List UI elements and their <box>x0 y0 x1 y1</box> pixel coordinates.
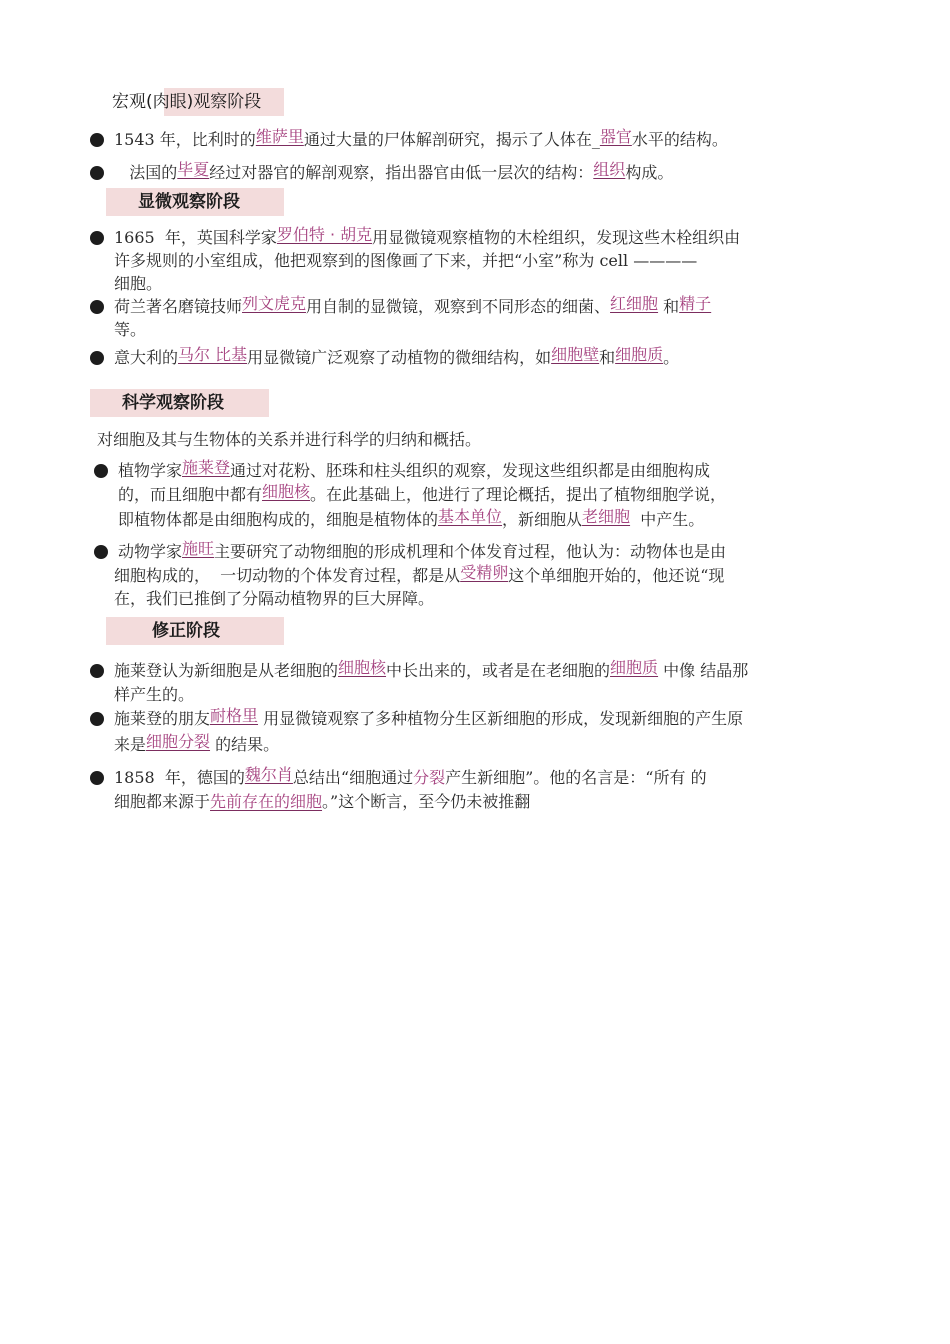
answer-blank: 器官 <box>599 127 632 146</box>
answer-blank: 耐格里 <box>210 706 259 725</box>
item-line <box>114 564 724 587</box>
text: 主要研究了动物细胞的形成机理和个体发育过程，他认为：动物体也是由 <box>214 542 727 561</box>
item-line <box>114 295 711 318</box>
text: 样产生的。 <box>114 685 195 704</box>
item-line <box>114 161 673 184</box>
text: 细胞都来源于 <box>114 792 211 811</box>
answer-blank: 罗伯特 · 胡克 <box>276 225 373 244</box>
answer-blank: 细胞核 <box>338 658 387 677</box>
item-line <box>114 707 743 730</box>
text: 意大利的 <box>114 348 179 367</box>
section-heading-text: 显微观察阶段 <box>138 192 240 212</box>
answer-blank: 细胞质 <box>610 658 659 677</box>
text: 产生新细胞”。他的名言是：“所有 的 <box>445 768 707 787</box>
item-line <box>114 683 194 706</box>
text: 水平的结构。 <box>631 130 728 149</box>
answer-blank: 精子 <box>679 294 712 313</box>
text: 和 <box>599 348 616 367</box>
text: 来是 <box>114 735 147 754</box>
text: 施莱登的朋友 <box>114 709 211 728</box>
answer-blank: 细胞壁 <box>551 345 600 364</box>
section-heading-text: 修正阶段 <box>152 621 220 641</box>
text: 细胞。 <box>114 274 163 293</box>
bullet-icon <box>90 231 104 245</box>
answer-blank: 老细胞 <box>582 507 631 526</box>
text: 许多规则的小室组成，他把观察到的图像画了下来，并把“小室”称为 cell ———— <box>114 251 698 270</box>
bullet-icon <box>90 133 104 147</box>
text: 的结果。 <box>210 735 280 754</box>
text: ，新细胞从 <box>502 510 583 529</box>
text: 中产生。 <box>630 510 705 529</box>
item-line <box>114 587 434 610</box>
item-line <box>118 483 726 506</box>
text: 植物学家 <box>118 461 183 480</box>
section-heading <box>90 389 269 417</box>
text: 通过大量的尸体解剖研究，揭示了人体在_ <box>303 130 600 149</box>
text: 荷兰著名磨镜技师 <box>114 297 243 316</box>
text: 在，我们已推倒了分隔动植物界的巨大屏障。 <box>114 589 435 608</box>
text: 用显微镜观察了多种植物分生区新细胞的形成，发现新细胞的产生原 <box>258 709 744 728</box>
text: 。在此基础上，他进行了理论概括，提出了植物细胞学说， <box>310 485 727 504</box>
bullet-icon <box>90 664 104 678</box>
item-line <box>118 508 704 531</box>
answer-blank: 红细胞 <box>610 294 659 313</box>
answer-blank: 先前存在的细胞 <box>210 792 323 811</box>
item-line <box>114 226 740 249</box>
text: 这个单细胞开始的，他还说“现 <box>508 566 725 585</box>
text: 细胞构成的， 一切动物的个体发育过程，都是从 <box>114 566 461 585</box>
highlight-text: 分裂 <box>413 768 446 787</box>
text: 经过对器官的解剖观察，指出器官由低一层次的结构： <box>209 163 594 182</box>
bullet-icon <box>90 351 104 365</box>
answer-blank: 维萨里 <box>255 127 304 146</box>
text: 等。 <box>114 320 147 339</box>
text: 1543 年，比利时的 <box>114 130 256 149</box>
bullet-icon <box>94 545 108 559</box>
item-line <box>114 128 728 151</box>
item-line <box>114 272 162 295</box>
text: 即植物体都是由细胞构成的，细胞是植物体的 <box>118 510 439 529</box>
item-line <box>114 249 697 272</box>
bullet-icon <box>94 464 108 478</box>
answer-blank: 施莱登 <box>182 458 231 477</box>
answer-blank: 毕夏 <box>177 160 210 179</box>
answer-blank: 马尔 比基 <box>178 345 248 364</box>
bullet-icon <box>90 712 104 726</box>
item-line <box>114 346 679 369</box>
text: 通过对花粉、胚珠和柱头组织的观察，发现这些组织都是由细胞构成 <box>230 461 711 480</box>
answer-blank: 组织 <box>593 160 626 179</box>
text: 动物学家 <box>118 542 183 561</box>
item-line <box>118 459 710 482</box>
section-heading <box>106 188 284 216</box>
bullet-icon <box>90 771 104 785</box>
item-line <box>118 540 726 563</box>
answer-blank: 细胞分裂 <box>146 732 211 751</box>
item-line <box>114 766 707 789</box>
text: 1665 年，英国科学家 <box>114 228 277 247</box>
section-heading <box>106 88 284 116</box>
text: 和 <box>658 297 680 316</box>
section-intro: 对细胞及其与生物体的关系并进行科学的归纳和概括。 <box>97 430 482 449</box>
item-line <box>114 733 279 756</box>
answer-blank: 细胞核 <box>262 482 311 501</box>
text: 施莱登认为新细胞是从老细胞的 <box>114 661 339 680</box>
text: 构成。 <box>625 163 674 182</box>
answer-blank: 魏尔肖 <box>244 765 293 784</box>
text: 总结出“细胞通过 <box>292 768 414 787</box>
text: 法国的 <box>114 163 178 182</box>
text: 用显微镜观察植物的木栓组织，发现这些木栓组织由 <box>372 228 741 247</box>
answer-blank: 施旺 <box>182 539 215 558</box>
bullet-icon <box>90 166 104 180</box>
item-line <box>114 790 530 813</box>
text: 用自制的显微镜，观察到不同形态的细菌、 <box>306 297 611 316</box>
text: 。 <box>663 348 680 367</box>
section-heading-text: 科学观察阶段 <box>122 393 224 413</box>
answer-blank: 基本单位 <box>438 507 503 526</box>
section-heading <box>106 617 284 645</box>
section-heading-text: 宏观(肉眼)观察阶段 <box>112 92 262 112</box>
bullet-icon <box>90 300 104 314</box>
text: 中像 结晶那 <box>658 661 749 680</box>
answer-blank: 列文虎克 <box>242 294 307 313</box>
text: 的，而且细胞中都有 <box>118 485 263 504</box>
text: 1858 年，德国的 <box>114 768 245 787</box>
answer-blank: 细胞质 <box>615 345 664 364</box>
text: 用显微镜广泛观察了动植物的微细结构，如 <box>247 348 552 367</box>
text: 中长出来的，或者是在老细胞的 <box>386 661 611 680</box>
answer-blank: 受精卵 <box>460 563 509 582</box>
text: 。”这个断言，至今仍未被推翻 <box>322 792 531 811</box>
item-line <box>114 659 748 682</box>
item-line <box>114 318 146 341</box>
